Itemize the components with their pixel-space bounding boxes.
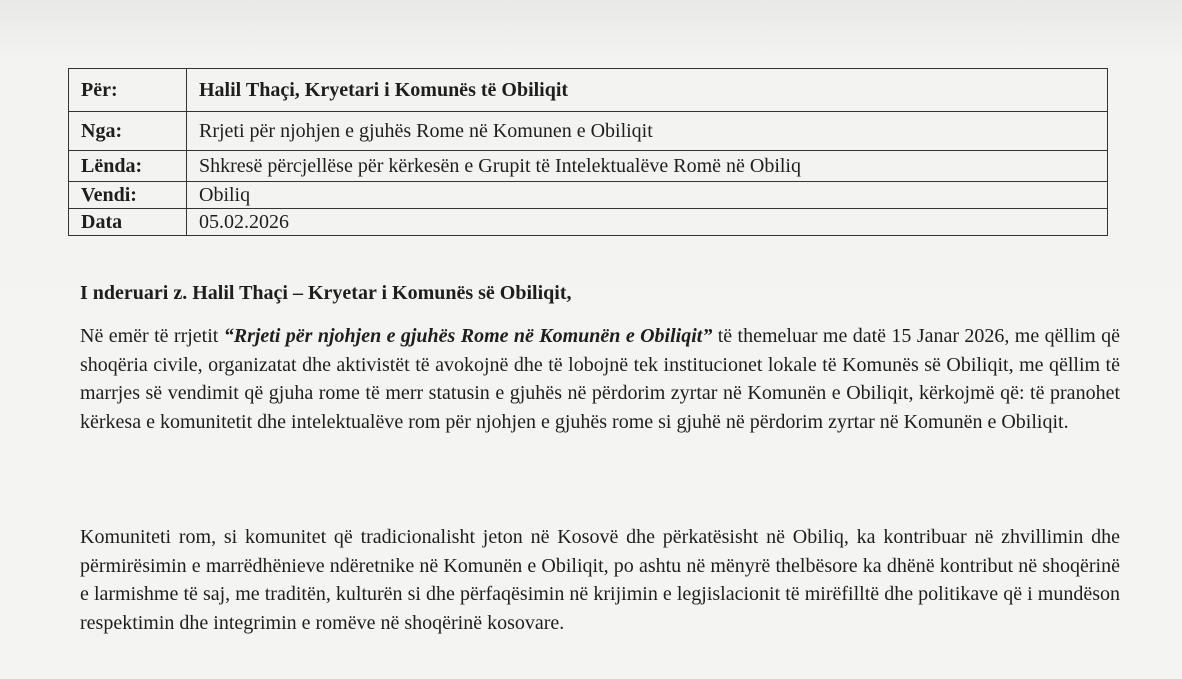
header-row-subject (69, 151, 1108, 182)
paragraph-1-body: të themeluar me datë 15 Janar 2026, me qëllim që shoqëria civile, organizatat dhe aktivistët të avokojnë dhe të lobojnë tek institucionet lokale të Komunës së Obiliqit, me qëllim të marrjes së vendimit që gjuha rome të merr statusin e gjuhës në përdorim zyrtar në Komunën e Obiliqit, kërkojmë që: të pranohet kërkesa e komunitetit dhe intelektualëve rom për njohjen e gjuhës rome si gjuhë në përdorim zyrtar në Komunën e Obiliqit. (80, 325, 1121, 433)
header-row-date (69, 209, 1108, 236)
header-row-to (69, 69, 1108, 112)
header-value-subject: Shkresë përcjellëse për kërkesën e Grupit të Intelektualëve Romë në Obiliq (187, 151, 1108, 182)
header-value-to: Halil Thaçi, Kryetari i Komunës të Obiliqit (187, 69, 1108, 112)
network-name: “Rrjeti për njohjen e gjuhës Rome në Komunën e Obiliqit” (223, 325, 713, 347)
header-row-from (69, 112, 1108, 151)
header-value-place: Obiliq (187, 182, 1108, 209)
letter-salutation: I nderuari z. Halil Thaçi – Kryetar i Komunës së Obiliqit, (80, 282, 572, 304)
header-label-subject: Lënda: (69, 151, 187, 182)
paragraph-1-intro: Në emër të rrjetit (80, 325, 224, 347)
header-label-place: Vendi: (69, 182, 187, 209)
header-label-from: Nga: (69, 112, 187, 151)
letter-paragraph-2: Komuniteti rom, si komunitet që tradicionalisht jeton në Kosovë dhe përkatësisht në Obiliq, ka kontribuar në zhvillimin dhe përmirësimin e marrëdhënieve ndëretnike në Komunën e Obiliqit, po ashtu në mënyrë thelbësore ka dhënë kontribut në shoqërinë e larmishme të saj, me traditën, kulturën si dhe përfaqësimin në krijimin e legjislacionit të mirëfilltë dhe politikave që i mundëson respektimin dhe integrimin e romëve në shoqërinë kosovare. (80, 526, 1120, 634)
header-row-place (69, 182, 1108, 209)
letter-paragraph-1 (80, 322, 1120, 436)
header-value-from: Rrjeti për njohjen e gjuhës Rome në Komunen e Obiliqit (187, 112, 1108, 151)
header-label-to: Për: (69, 69, 187, 112)
letter-header-table (68, 68, 1108, 236)
header-label-date: Data (69, 209, 187, 236)
header-value-date: 05.02.2026 (187, 209, 1108, 236)
